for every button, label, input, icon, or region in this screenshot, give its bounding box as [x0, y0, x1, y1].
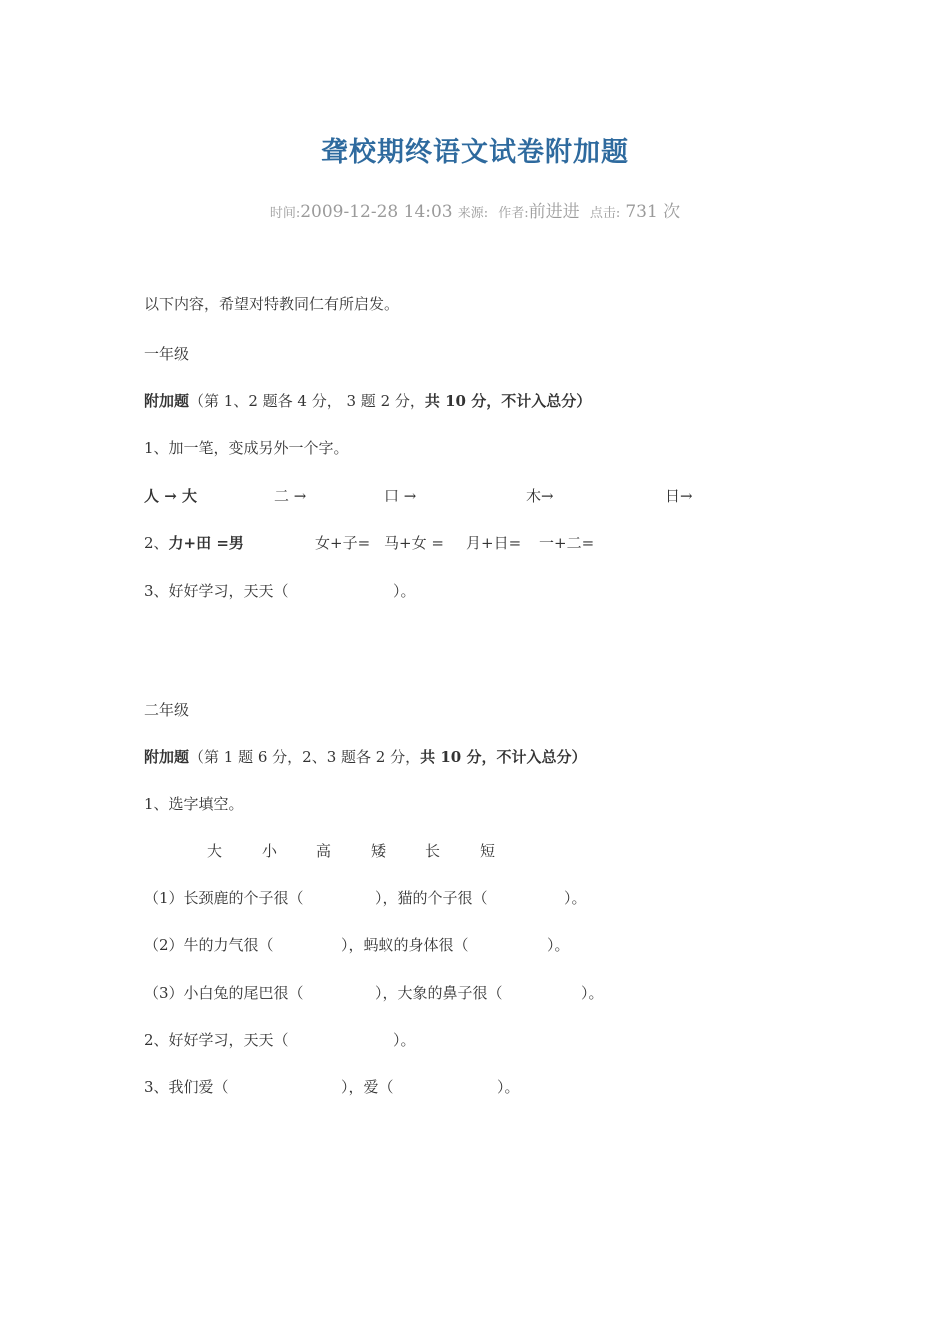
q2-number: 2、 — [144, 534, 169, 552]
grade1-extra-heading — [144, 390, 591, 411]
grade2-q3-right: ）。 — [497, 1078, 520, 1096]
sentence3-right: ）。 — [581, 984, 604, 1002]
grade1-q1: 1、加一笔，变成另外一个字。 — [144, 439, 349, 457]
choice-char: 矮 — [371, 842, 387, 860]
grade1-extra-desc: （第 1、2 题各 4 分， 3 题 2 分， — [189, 392, 425, 410]
q2-item: 马+女 = — [384, 534, 444, 552]
choice-char: 大 — [207, 842, 223, 860]
grade2-q1: 1、选字填空。 — [144, 795, 244, 813]
sentence1-left: （1）长颈鹿的个子很（ — [144, 889, 304, 907]
choice-char: 高 — [316, 842, 332, 860]
intro-text: 以下内容，希望对特教同仁有所启发。 — [144, 295, 400, 313]
source-label: 来源: — [457, 206, 489, 221]
sentence2-left: （2）牛的力气很（ — [144, 936, 274, 954]
grade1-q3-right: ）。 — [393, 582, 416, 600]
q2-item: 女+子= — [315, 534, 371, 552]
sentence2-mid: ），蚂蚁的身体很（ — [341, 936, 469, 954]
grade2-heading: 二年级 — [144, 701, 190, 719]
article-meta — [0, 197, 950, 222]
q2-item: 月+日= — [466, 534, 522, 552]
grade2-extra-label: 附加题 — [144, 748, 190, 766]
grade1-q2-prefix — [144, 532, 244, 553]
grade2-q2-left: 2、好好学习，天天（ — [144, 1031, 289, 1049]
sentence3-left: （3）小白兔的尾巴很（ — [144, 984, 304, 1002]
grade1-heading: 一年级 — [144, 345, 190, 363]
sentence3-mid: ），大象的鼻子很（ — [375, 984, 503, 1002]
author-value: 前进进 — [528, 202, 580, 222]
grade2-q3-mid: ），爱（ — [341, 1078, 394, 1096]
time-value: 2009-12-28 14:03 — [300, 202, 453, 222]
grade2-extra-desc: （第 1 题 6 分，2、3 题各 2 分， — [189, 748, 421, 766]
grade1-extra-total: 共 10 分，不计入总分） — [424, 392, 592, 410]
q2-example: 力+田 =男 — [168, 534, 244, 552]
choice-char: 短 — [480, 842, 496, 860]
time-label: 时间: — [269, 206, 301, 221]
q2-item: 一+二= — [539, 534, 595, 552]
q1-item: 日→ — [665, 487, 693, 505]
grade1-q3-left: 3、好好学习，天天（ — [144, 582, 289, 600]
choice-char: 小 — [262, 842, 278, 860]
page-title: 聋校期终语文试卷附加题 — [321, 137, 629, 168]
q1-item: 口 → — [384, 487, 417, 505]
q1-item-example: 人 → 大 — [144, 487, 198, 505]
sentence1-mid: ），猫的个子很（ — [375, 889, 488, 907]
grade2-extra-heading — [144, 746, 586, 767]
grade2-q3-left: 3、我们爱（ — [144, 1078, 229, 1096]
sentence2-right: ）。 — [547, 936, 570, 954]
author-label: 作者: — [498, 206, 529, 221]
grade2-extra-total: 共 10 分，不计入总分） — [420, 748, 587, 766]
clicks-value: 731 次 — [625, 202, 681, 222]
choice-char: 长 — [425, 842, 441, 860]
sentence1-right: ）。 — [564, 889, 587, 907]
clicks-label: 点击: — [589, 206, 621, 221]
q1-item: 二 → — [274, 487, 307, 505]
grade1-extra-label: 附加题 — [144, 392, 190, 410]
q1-item: 木→ — [526, 487, 554, 505]
grade2-q2-right: ）。 — [393, 1031, 416, 1049]
